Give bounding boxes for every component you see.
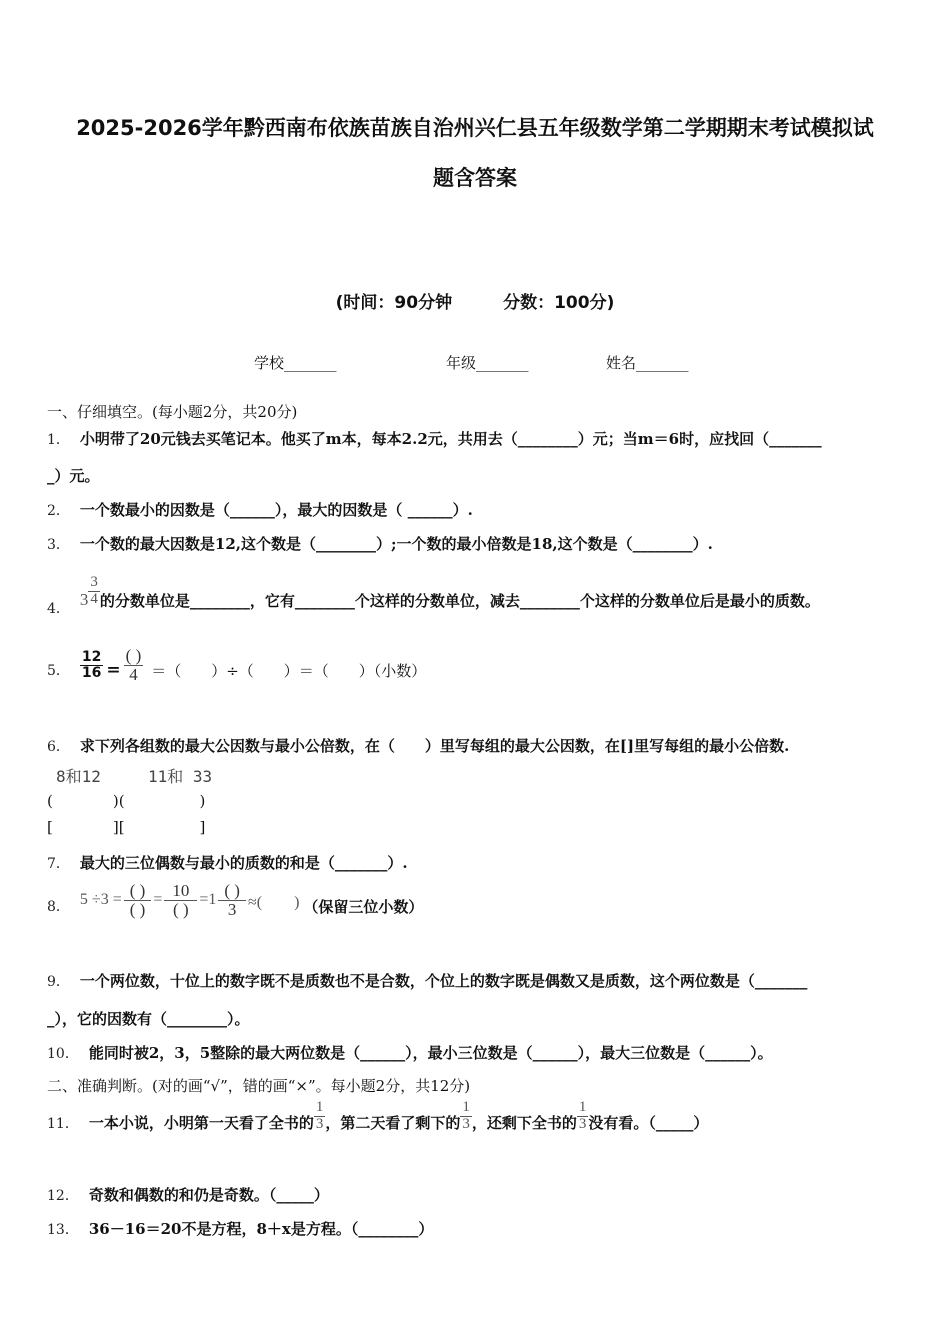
question-number: 4． bbox=[47, 601, 70, 617]
question-number: 9． bbox=[47, 974, 70, 990]
gcd-answer-row[interactable]: ( )( ) bbox=[47, 792, 206, 810]
fraction-numerator-blank[interactable]: ( ) bbox=[125, 646, 142, 665]
question-number: 2． bbox=[47, 503, 70, 519]
section2-heading: 二、准确判断。(对的画“√”，错的画“×”。每小题2分，共12分) bbox=[47, 1077, 471, 1095]
question-9-continued: _），它的因数有（________）。 bbox=[47, 1010, 250, 1028]
fraction-numerator: 3 bbox=[90, 573, 98, 590]
question-3 bbox=[47, 533, 713, 554]
question-text-part4: 没有看。（_____） bbox=[588, 1114, 709, 1132]
fraction-numerator: 1 bbox=[462, 1099, 470, 1116]
equals-sign: = bbox=[106, 660, 121, 681]
fraction-numerator-blank[interactable]: ( ) bbox=[218, 882, 246, 901]
rounding-note: （保留三位小数） bbox=[303, 897, 424, 916]
lcm-answer-row[interactable]: [ ][ ] bbox=[47, 818, 206, 836]
question-text: 奇数和偶数的和仍是奇数。（_____） bbox=[88, 1186, 329, 1204]
fraction-blank-1[interactable] bbox=[124, 882, 152, 919]
question-number: 10． bbox=[47, 1046, 79, 1062]
fraction-one-third bbox=[460, 1100, 472, 1133]
question-number: 12． bbox=[47, 1188, 79, 1204]
question-text: 小明带了20元钱去买笔记本。他买了m本，每本2.2元，共用去（________）元；当m＝6时，应找回（_______ bbox=[79, 430, 822, 448]
fraction-numerator-blank[interactable]: ( ) bbox=[124, 882, 152, 901]
fraction-numerator: 10 bbox=[164, 882, 197, 901]
equals-sign: = bbox=[153, 891, 163, 909]
fraction-numerator: 12 bbox=[81, 649, 102, 666]
time-score-line: (时间：90分钟 分数：100分) bbox=[335, 293, 615, 313]
question-6 bbox=[47, 735, 789, 756]
name-field[interactable]: 姓名_______ bbox=[606, 354, 689, 372]
document-title-line1: 2025-2026学年黔西南布依族苗族自治州兴仁县五年级数学第二学期期末考试模拟试 bbox=[76, 116, 874, 140]
question-text-part2: ，第二天看了剩下的 bbox=[325, 1114, 461, 1132]
fraction-denominator: 3 bbox=[578, 1116, 587, 1132]
fraction-denominator: 4 bbox=[90, 590, 98, 607]
question-13 bbox=[47, 1218, 433, 1239]
fraction-10-over-blank[interactable] bbox=[164, 882, 197, 919]
question-text: 一个数的最大因数是12,这个数是（________）;一个数的最小倍数是18,这个数是（________）. bbox=[79, 535, 713, 553]
question-number: 11． bbox=[47, 1115, 79, 1132]
question-1 bbox=[47, 428, 822, 449]
question-text: 一个数最小的因数是（______），最大的因数是（ ______）. bbox=[79, 501, 473, 519]
question-text: 36－16＝20不是方程，8＋x是方程。（________） bbox=[88, 1220, 434, 1238]
question-text: ＝（ ）÷（ ）＝（ ）（小数） bbox=[151, 661, 427, 680]
school-field[interactable]: 学校_______ bbox=[254, 354, 337, 372]
question-text-part1: 一本小说，小明第一天看了全书的 bbox=[88, 1114, 314, 1132]
fraction-blank-over-3[interactable] bbox=[218, 882, 246, 919]
mixed-number-whole: 3 bbox=[79, 590, 89, 609]
fraction-numerator: 1 bbox=[315, 1099, 324, 1116]
question-text: 的分数单位是________，它有________个这样的分数单位，减去________个这样的分数单位后是最小的质数。 bbox=[99, 591, 820, 610]
number-pair-1: 8和12 bbox=[56, 767, 101, 786]
question-number: 13． bbox=[47, 1222, 79, 1238]
question-9 bbox=[47, 970, 807, 991]
question-8 bbox=[47, 882, 423, 919]
question-number: 6． bbox=[47, 739, 70, 755]
question-number: 3． bbox=[47, 537, 70, 553]
approx-blank[interactable]: ≈( ) bbox=[247, 893, 300, 911]
grade-field[interactable]: 年级_______ bbox=[446, 354, 529, 372]
fraction-denominator: 16 bbox=[81, 664, 102, 681]
question-text: 一个两位数，十位上的数字既不是质数也不是合数，个位上的数字既是偶数又是质数，这个两位数是（_______ bbox=[79, 972, 808, 990]
question-number: 1． bbox=[47, 432, 70, 448]
fraction-denominator: 3 bbox=[227, 899, 237, 919]
fraction-numerator: 1 bbox=[578, 1099, 587, 1116]
question-number: 5． bbox=[47, 663, 70, 680]
question-text: 求下列各组数的最大公因数与最小公倍数，在（ ）里写每组的最大公因数，在[]里写每组的最小公倍数. bbox=[79, 737, 790, 755]
question-5 bbox=[47, 647, 426, 684]
question-number: 7． bbox=[47, 856, 70, 872]
question-text: 最大的三位偶数与最小的质数的和是（_______）. bbox=[79, 854, 408, 872]
question-10 bbox=[47, 1042, 773, 1063]
section1-heading: 一、仔细填空。(每小题2分，共20分) bbox=[47, 403, 298, 421]
fraction-one-third bbox=[314, 1100, 326, 1133]
fraction-denominator: 3 bbox=[462, 1116, 470, 1132]
question-text: 能同时被2，3，5整除的最大两位数是（______），最小三位数是（______），最大三位数是（______）。 bbox=[88, 1044, 773, 1062]
question-7 bbox=[47, 852, 408, 873]
fraction-denominator: 3 bbox=[315, 1116, 324, 1132]
fraction-one-third bbox=[577, 1100, 589, 1133]
question-11 bbox=[47, 1100, 708, 1133]
division-expression: 5 ÷3 = bbox=[79, 891, 122, 909]
fraction-denominator-blank[interactable]: ( ) bbox=[173, 899, 189, 919]
fraction-denominator-blank[interactable]: ( ) bbox=[129, 899, 146, 919]
fraction-denominator: 4 bbox=[129, 664, 138, 684]
question-4 bbox=[47, 564, 820, 618]
document-title-line2: 题含答案 bbox=[433, 166, 517, 190]
question-number: 8． bbox=[47, 899, 70, 916]
number-pair-2: 11和 33 bbox=[148, 767, 213, 786]
question-12 bbox=[47, 1184, 329, 1205]
equals-one: =1 bbox=[199, 891, 217, 909]
mixed-number-fraction bbox=[88, 575, 100, 608]
question-text-part3: ，还剩下全书的 bbox=[471, 1114, 577, 1132]
fraction-blank-over-4[interactable] bbox=[124, 647, 144, 684]
question-2 bbox=[47, 499, 473, 520]
question-1-continued: _）元。 bbox=[47, 467, 100, 485]
fraction-12-16 bbox=[80, 650, 103, 680]
